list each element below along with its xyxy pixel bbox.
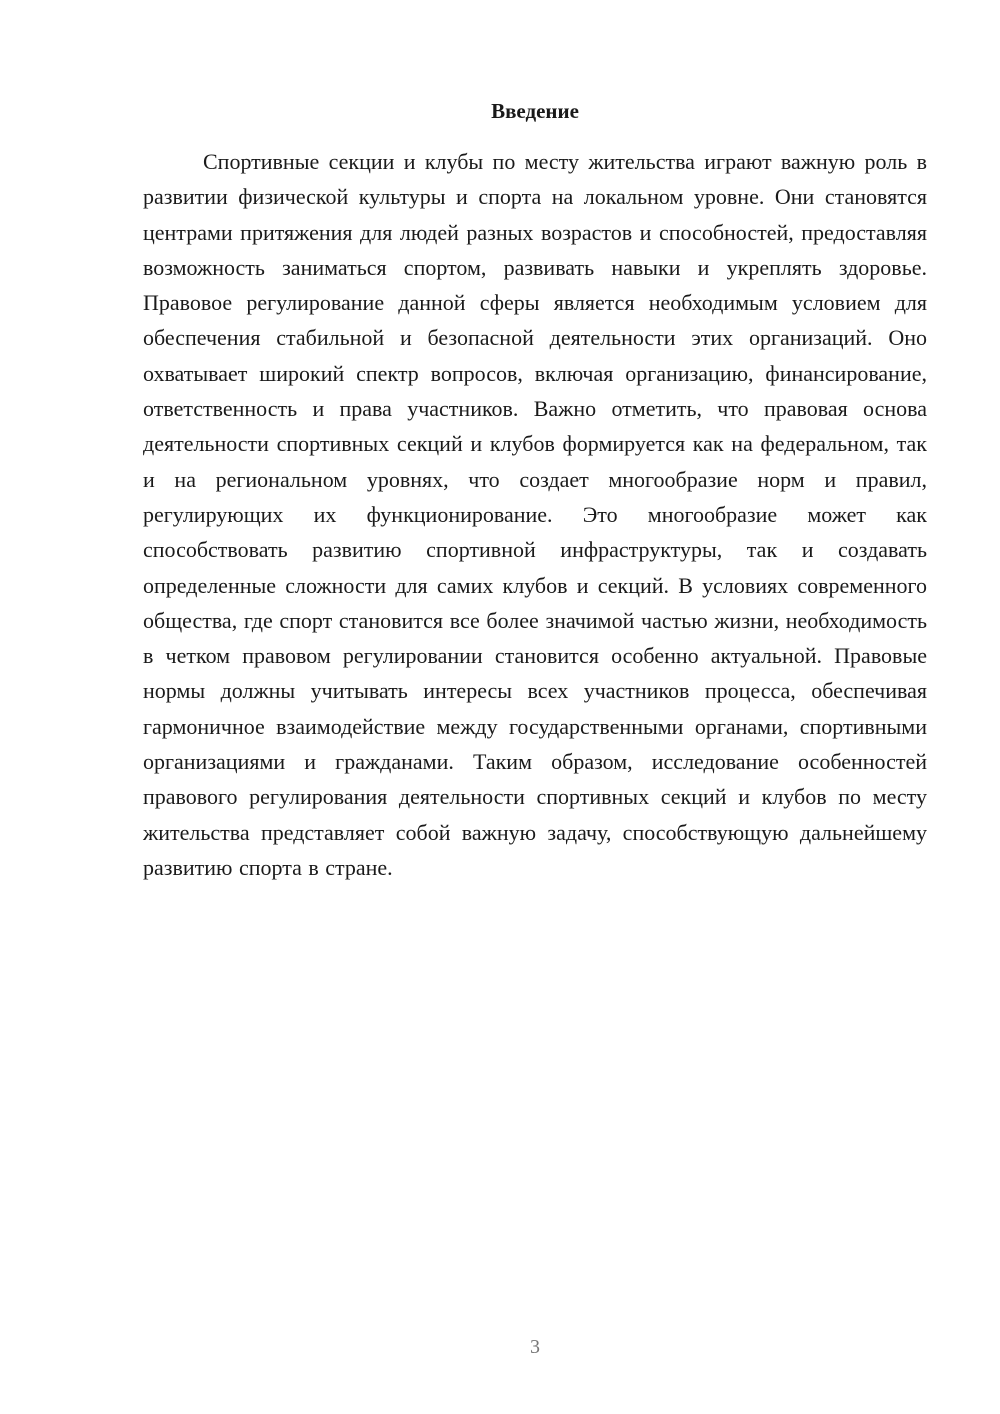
body-paragraph: Спортивные секции и клубы по месту жительства играют важную роль в развитии физической культуры и спорта на локальном уровне. Они становятся центрами притяжения для людей разных возрастов и способностей, предоставляя возможность заниматься спортом, развивать навыки и укреплять здоровье. Правовое регулирование данной сферы является необходимым условием для обеспечения стабильной и безопасной деятельности этих организаций. Оно охватывает широкий спектр вопросов, включая организацию, финансирование, ответственность и права участников. Важно отметить, что правовая основа деятельности спортивных секций и клубов формируется как на федеральном, так и на региональном уровнях, что создает многообразие норм и правил, регулирующих их функционирование. Это многообразие может как способствовать развитию спортивной инфраструктуры, так и создавать определенные сложности для самих клубов и секций. В условиях современного общества, где спорт становится все более значимой частью жизни, необходимость в четком правовом регулировании становится особенно актуальной. Правовые нормы должны учитывать интересы всех участников процесса, обеспечивая гармоничное взаимодействие между государственными органами, спортивными организациями и гражданами. Таким образом, исследование особенностей правового регулирования деятельности спортивных секций и клубов по месту жительства представляет собой важную задачу, способствующую дальнейшему развитию спорта в стране. [143,149,927,880]
page-number: 3 [530,1336,540,1358]
section-title: Введение [491,99,579,123]
